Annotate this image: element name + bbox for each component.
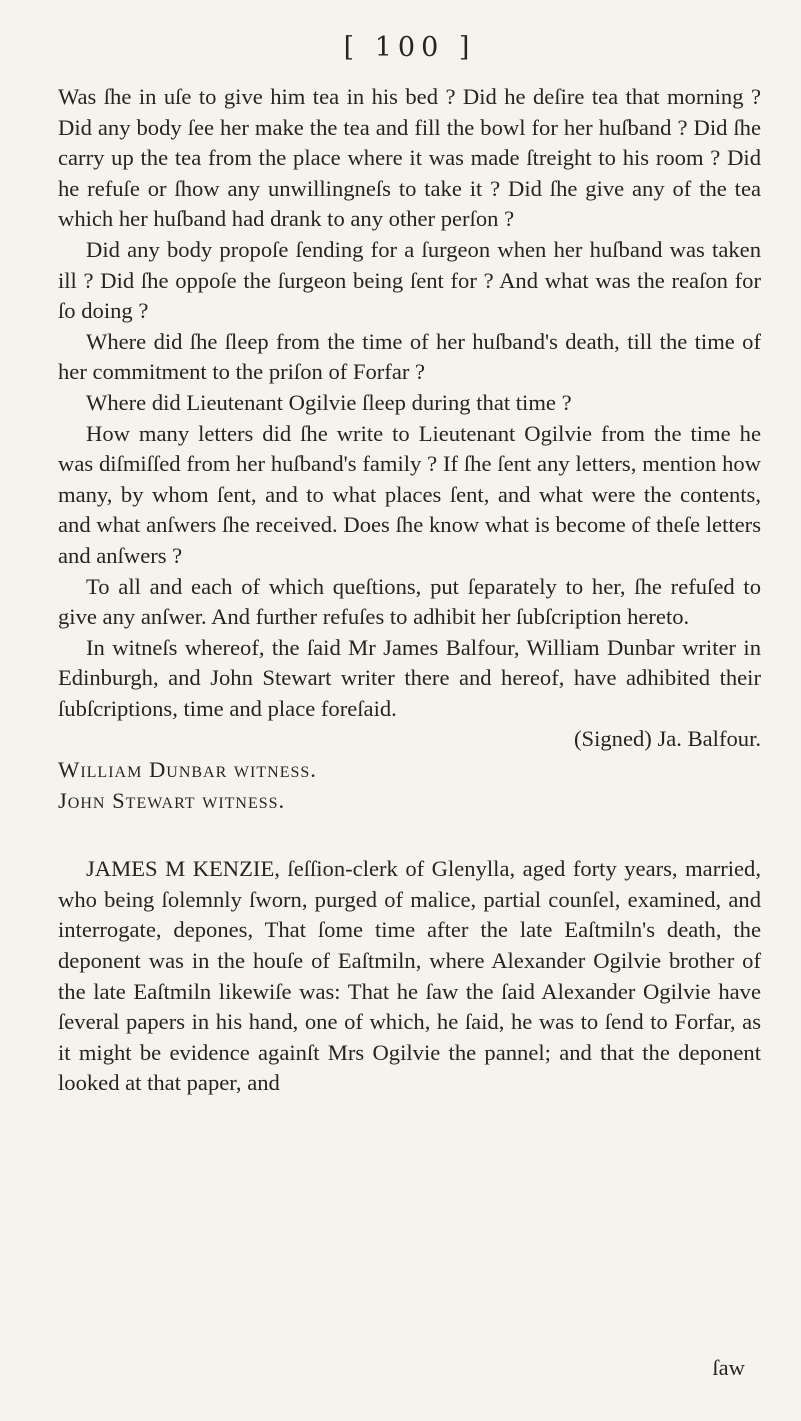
paragraph: How many letters did ſhe write to Lieutenant Ogilvie from the time he was diſmiſſed from her huſband's family ? If ſhe ſent any letters, mention how many, by whom ſent, and to what places ſent, and what were the contents, and what anſwers ſhe received. Does ſhe know what is become of theſe letters and anſwers ? — [58, 420, 761, 568]
paragraph: Where did Lieutenant Ogilvie ſleep during that time ? — [86, 389, 572, 415]
witness-line: John Stewart witneſs. — [58, 787, 286, 813]
paragraph: In witneſs whereof, the ſaid Mr James Balfour, William Dunbar writer in Edinburgh, and John Stewart writer there and hereof, have adhibited their ſubſcriptions, time and place foreſaid. — [58, 634, 761, 721]
page-body — [58, 82, 761, 1099]
paragraph: Where did ſhe ſleep from the time of her huſband's death, till the time of her commitment to the priſon of Forfar ? — [58, 328, 761, 385]
page-number: [ 100 ] — [343, 32, 476, 63]
paragraph: Did any body propoſe ſending for a ſurgeon when her huſband was taken ill ? Did ſhe oppoſe the ſurgeon being ſent for ? And what was the reaſon for ſo doing ? — [58, 236, 761, 324]
signature-line: (Signed) Ja. Balfour. — [574, 726, 761, 752]
paragraph: To all and each of which queſtions, put ſeparately to her, ſhe refuſed to give any anſwer. And further refuſes to adhibit her ſubſcription hereto. — [58, 573, 761, 630]
paragraph: Was ſhe in uſe to give him tea in his bed ? Did he deſire tea that morning ? Did any body ſee her make the tea and fill the bowl for her huſband ? Did ſhe carry up the tea from the place where it was made ſtreight to his room ? Did he refuſe or ſhow any unwillingneſs to take it ? Did ſhe give any of the tea which her huſband had drank to any other perſon ? — [58, 84, 761, 232]
witness-line: William Dunbar witneſs. — [58, 757, 317, 783]
section-gap — [58, 816, 761, 854]
catchword: ſaw — [712, 1355, 745, 1380]
deposition-paragraph: JAMES M KENZIE, ſeſſion-clerk of Glenylla, aged forty years, married, who being ſolemnly ſworn, purged of malice, partial counſel, examined, and interrogate, depones, That ſome time after the late Eaſtmiln's death, the deponent was in the houſe of Eaſtmiln, where Alexander Ogilvie brother of the late Eaſtmiln likewiſe was: That he ſaw the ſaid Alexander Ogilvie have ſeveral papers in his hand, one of which, he ſaid, he was to ſend to Forfar, as it might be evidence againſt Mrs Ogilvie the pannel; and that the deponent looked at that paper, and — [58, 856, 761, 1096]
